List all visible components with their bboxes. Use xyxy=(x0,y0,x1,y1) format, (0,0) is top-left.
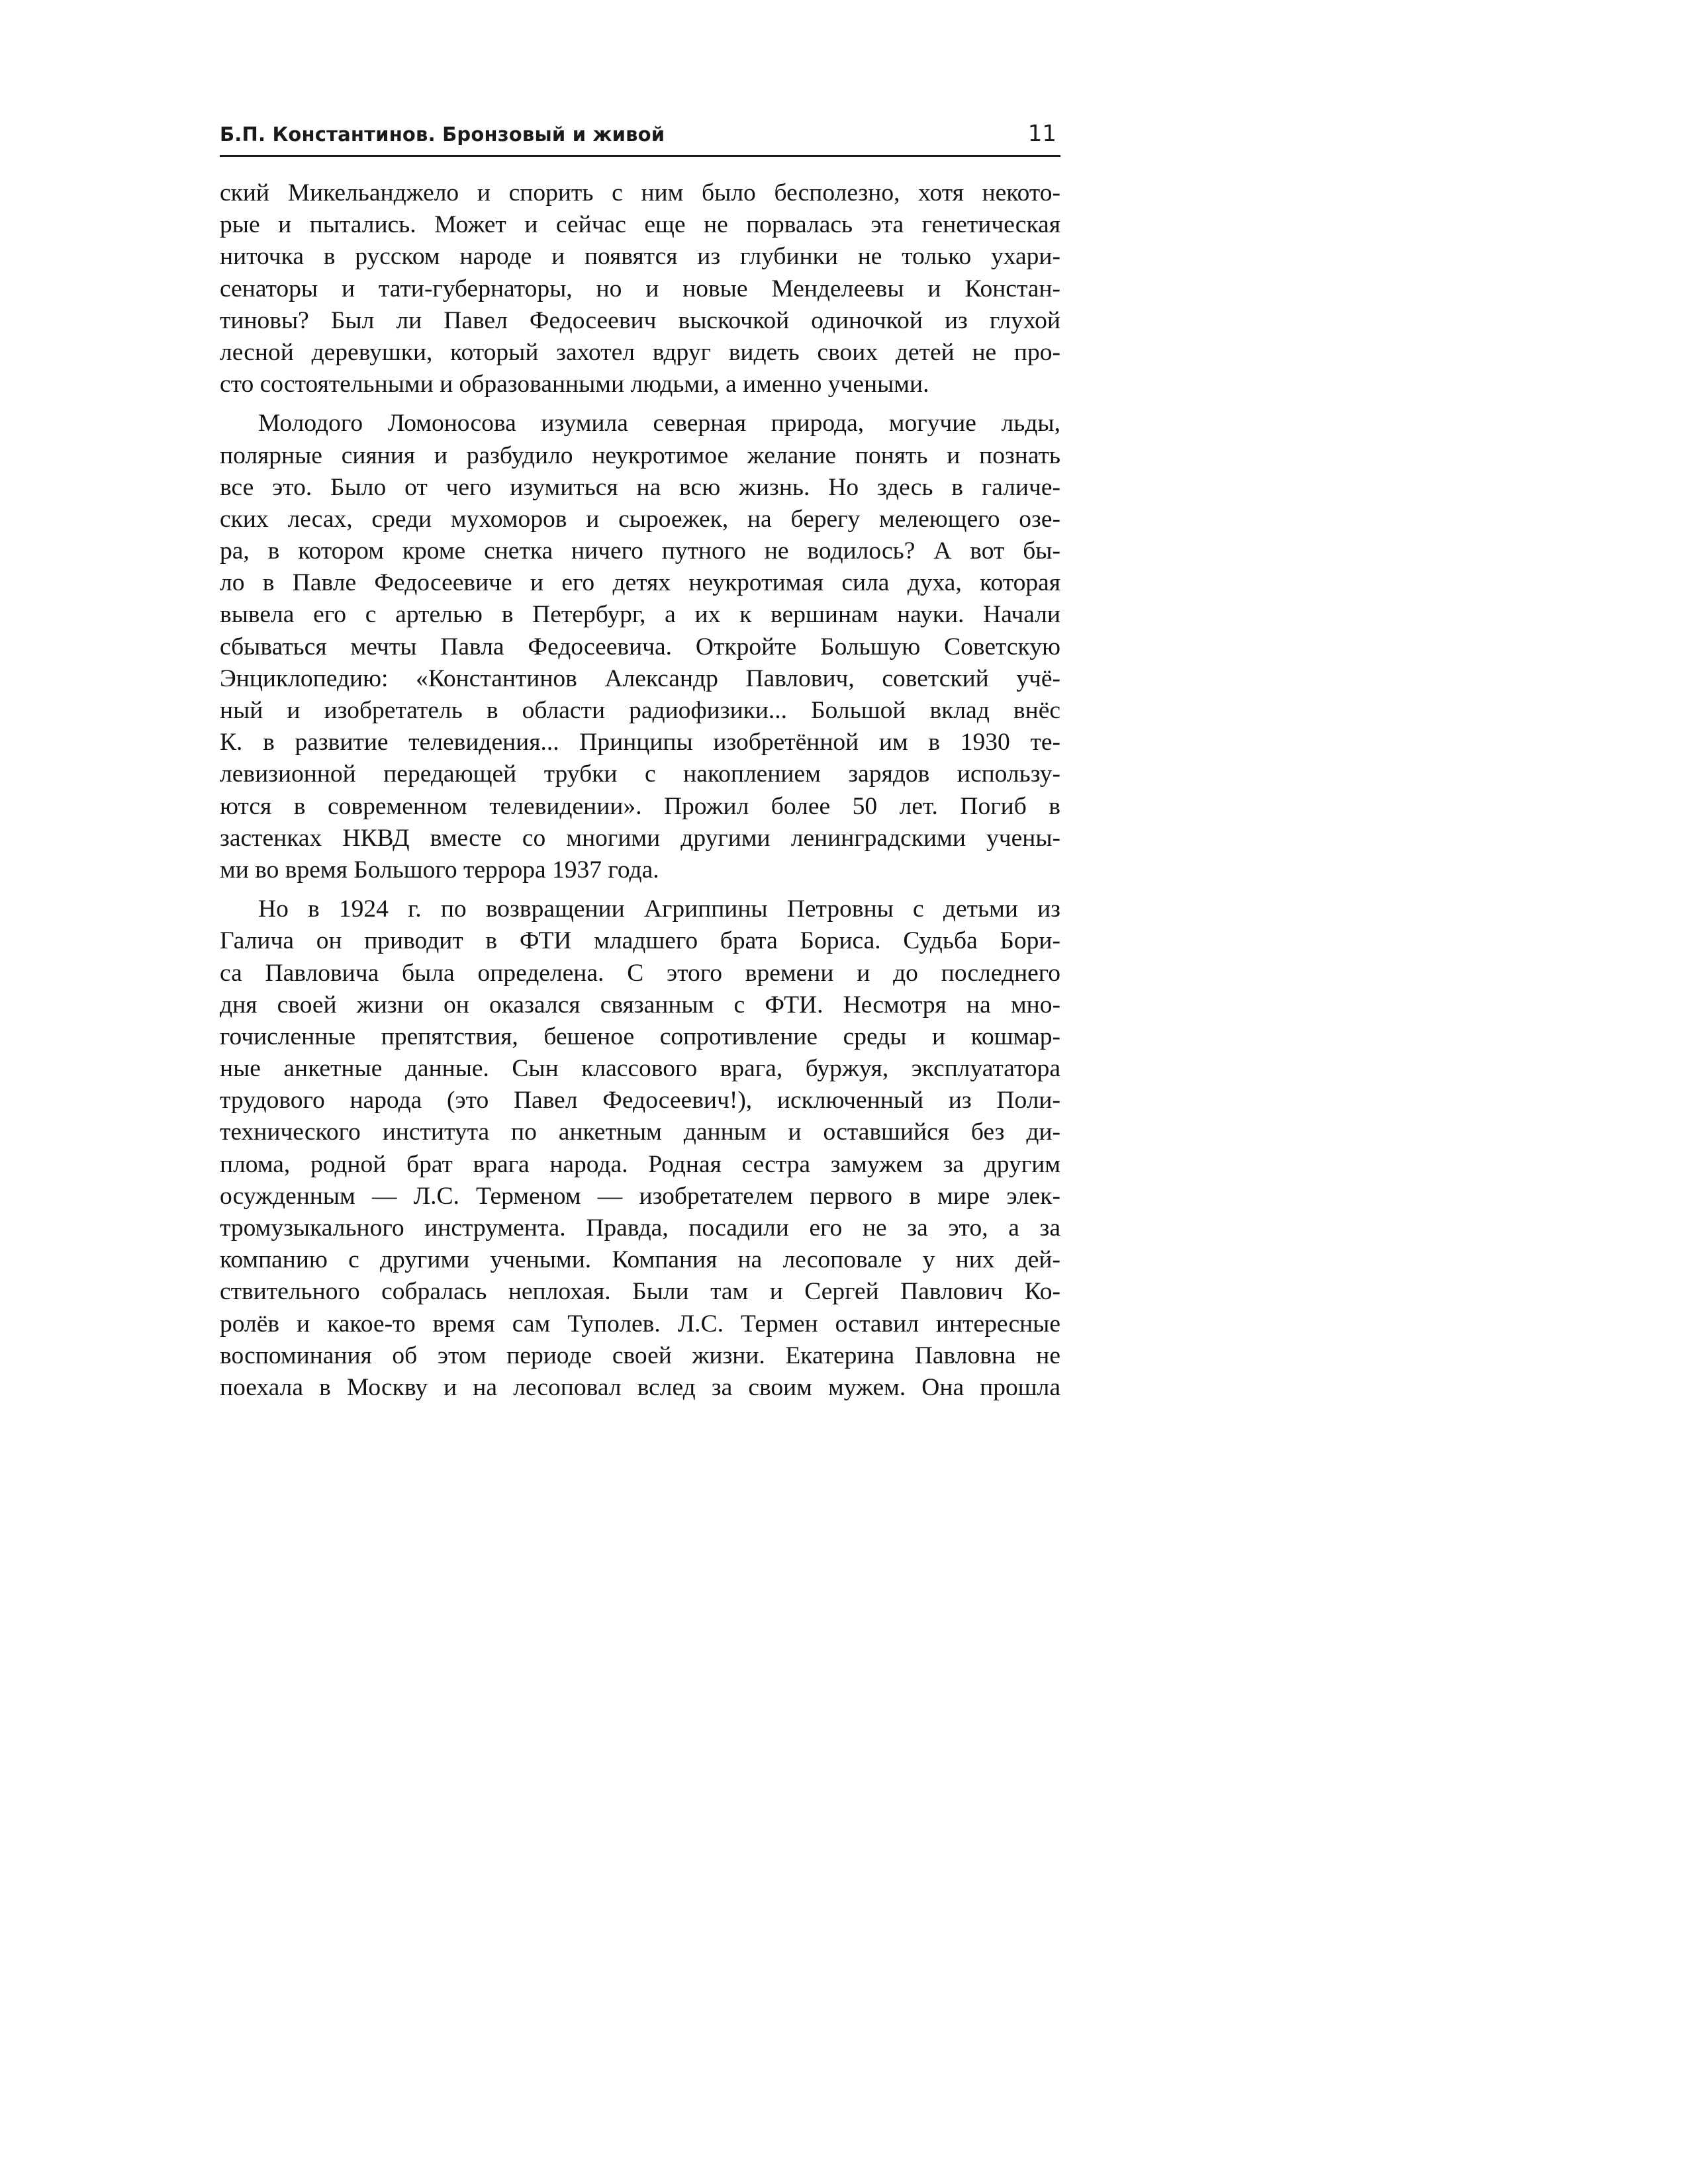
text-line: рые и пытались. Может и сейчас еще не порвалась эта генетическая xyxy=(220,211,1060,239)
text-line: компанию с другими учеными. Компания на лесоповале у них дей- xyxy=(220,1246,1060,1274)
text-line: ских лесах, среди мухоморов и сыроежек, на берегу мелеющего озе- xyxy=(220,505,1060,533)
text-line: ные анкетные данные. Сын классового врага, буржуя, эксплуататора xyxy=(220,1055,1060,1083)
text-line: Молодого Ломоносова изумила северная природа, могучие льды, xyxy=(258,410,1060,437)
text-line: тиновы? Был ли Павел Федосеевич выскочкой одиночкой из глухой xyxy=(220,306,1060,334)
text-line: ются в современном телевидении». Прожил более 50 лет. Погиб в xyxy=(220,792,1060,820)
text-line: Но в 1924 г. по возвращении Агриппины Петровны с детьми из xyxy=(258,895,1060,923)
text-line: ный и изобретатель в области радиофизики... Большой вклад внёс xyxy=(220,697,1060,724)
text-line: Галича он приводит в ФТИ младшего брата Бориса. Судьба Бори- xyxy=(220,927,1060,955)
text-line: осужденным — Л.С. Терменом — изобретателем первого в мире элек- xyxy=(220,1182,1060,1210)
paragraph-1 xyxy=(220,177,1060,400)
text-line: сбываться мечты Павла Федосеевича. Откройте Большую Советскую xyxy=(220,633,1060,660)
text-line: лесной деревушки, который захотел вдруг видеть своих детей не про- xyxy=(220,338,1060,366)
running-header xyxy=(220,120,1060,157)
text-line: сто состоятельными и образованными людьми, а именно учеными. xyxy=(220,371,929,398)
body-text xyxy=(220,177,1060,1404)
text-line: ствительного собралась неплохая. Были там и Сергей Павлович Ко- xyxy=(220,1278,1060,1306)
text-line: сенаторы и тати-губернаторы, но и новые Менделеевы и Констан- xyxy=(220,275,1060,302)
text-line: плома, родной брат врага народа. Родная сестра замужем за другим xyxy=(220,1150,1060,1178)
running-title: Б.П. Константинов. Бронзовый и живой xyxy=(220,123,665,146)
text-line: технического института по анкетным данным и оставшийся без ди- xyxy=(220,1118,1060,1146)
paragraph-2 xyxy=(220,408,1060,886)
text-line: Энциклопедию: «Константинов Александр Павлович, советский учё- xyxy=(220,664,1060,692)
text-line: вывела его с артелью в Петербург, а их к вершинам науки. Начали xyxy=(220,601,1060,629)
text-line: ра, в котором кроме снетка ничего путного не водилось? А вот бы- xyxy=(220,537,1060,565)
text-line: тромузыкального инструмента. Правда, посадили его не за это, а за xyxy=(220,1214,1060,1242)
text-line: полярные сияния и разбудило неукротимое желание понять и познать xyxy=(220,441,1060,469)
page-number: 11 xyxy=(1027,120,1056,147)
text-line: К. в развитие телевидения... Принципы изобретённой им в 1930 те- xyxy=(220,729,1060,756)
paragraph-3 xyxy=(220,893,1060,1404)
text-line: ролёв и какое-то время сам Туполев. Л.С. Термен оставил интересные xyxy=(220,1310,1060,1338)
text-line: дня своей жизни он оказался связанным с ФТИ. Несмотря на мно- xyxy=(220,991,1060,1019)
text-line: ниточка в русском народе и появятся из глубинки не только ухари- xyxy=(220,243,1060,271)
text-line: все это. Было от чего изумиться на всю жизнь. Но здесь в галиче- xyxy=(220,473,1060,501)
text-line: ло в Павле Федосеевиче и его детях неукротимая сила духа, которая xyxy=(220,569,1060,597)
text-line: ский Микельанджело и спорить с ним было бесполезно, хотя некото- xyxy=(220,179,1060,206)
text-line: са Павловича была определена. С этого времени и до последнего xyxy=(220,959,1060,987)
text-line: застенках НКВД вместе со многими другими ленинградскими учены- xyxy=(220,824,1060,852)
text-line: воспоминания об этом периоде своей жизни. Екатерина Павловна не xyxy=(220,1342,1060,1369)
text-line: левизионной передающей трубки с накоплением зарядов использу- xyxy=(220,760,1060,788)
text-line: ми во время Большого террора 1937 года. xyxy=(220,856,659,884)
text-line: трудового народа (это Павел Федосеевич!), исключенный из Поли- xyxy=(220,1087,1060,1115)
text-line: гочисленные препятствия, бешеное сопротивление среды и кошмар- xyxy=(220,1023,1060,1050)
text-line: поехала в Москву и на лесоповал вслед за своим мужем. Она прошла xyxy=(220,1373,1060,1401)
